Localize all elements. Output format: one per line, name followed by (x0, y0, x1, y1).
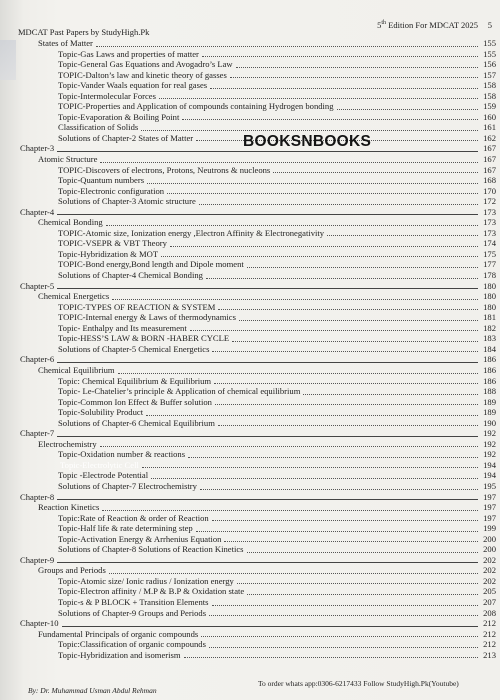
toc-leader-dots (247, 551, 478, 553)
toc-entry-title: Chemical Energetics (38, 291, 110, 302)
toc-topic-row[interactable] (0, 186, 500, 197)
toc-leader-dots (142, 466, 478, 468)
toc-entry-page: 212 (483, 639, 496, 650)
toc-entry-page: 183 (483, 333, 496, 344)
toc-entry-page: 173 (483, 206, 496, 217)
toc-entry-page: 189 (483, 407, 496, 418)
toc-entry-page: 184 (483, 343, 496, 354)
toc-entry-page: 181 (483, 312, 496, 323)
toc-leader-dots (212, 519, 478, 521)
toc-entry-page: 178 (483, 270, 496, 281)
toc-leader-dots (57, 213, 478, 215)
toc-leader-dots (230, 76, 478, 78)
toc-entry-title: Groups and Periods (38, 565, 106, 576)
toc-leader-dots (167, 192, 478, 194)
toc-entry-title: Topic:Classification of organic compounds (58, 639, 206, 650)
toc-section-row[interactable] (0, 365, 500, 376)
edition-text: Edition For MDCAT 2025 (386, 20, 478, 30)
footer-author: By: Dr. Muhammad Usman Abdul Rehman (28, 686, 157, 695)
toc-leader-dots (57, 498, 478, 500)
toc-leader-dots (206, 277, 478, 279)
toc-section-row[interactable] (0, 217, 500, 228)
toc-topic-row[interactable] (0, 259, 500, 270)
toc-topic-row[interactable] (0, 523, 500, 534)
toc-topic-row[interactable] (0, 80, 500, 91)
toc-topic-row[interactable] (0, 249, 500, 260)
toc-entry-page: 195 (483, 480, 496, 491)
toc-topic-row[interactable] (0, 376, 500, 387)
toc-leader-dots (188, 456, 478, 458)
toc-entry-title: States of Matter (38, 38, 93, 48)
toc-entry-title: Atomic Structure (38, 154, 98, 165)
toc-entry-title: Topic-Hybridization & MOT (58, 248, 159, 259)
toc-entry-title: Topic- Le-Chatelier’s principle & Application of chemical equilibrium (58, 386, 301, 397)
toc-section-row[interactable] (0, 565, 500, 576)
toc-topic-row[interactable] (0, 59, 500, 70)
toc-leader-dots (109, 572, 478, 574)
toc-topic-row[interactable] (0, 386, 500, 397)
toc-leader-dots (232, 340, 478, 342)
toc-leader-dots (247, 593, 478, 595)
toc-entry-title: TOPIC-Properties and Application of compounds containing Hydrogen bonding (58, 101, 334, 112)
toc-entry-title: Chapter-7 (20, 428, 55, 439)
toc-section-row[interactable] (0, 629, 500, 640)
toc-leader-dots (224, 540, 478, 542)
toc-topic-row[interactable] (0, 91, 500, 102)
toc-topic-row[interactable] (0, 418, 500, 429)
toc-leader-dots (118, 372, 478, 374)
toc-entry-page: 186 (483, 375, 496, 386)
toc-topic-row[interactable] (0, 449, 500, 460)
toc-entry-page: 174 (483, 238, 496, 249)
toc-entry-title: Chapter-3 (20, 143, 55, 154)
toc-leader-dots (202, 55, 478, 57)
toc-topic-row[interactable] (0, 312, 500, 323)
toc-leader-dots (239, 319, 478, 321)
toc-entry-title: TOPIC-Dalton’s law and kinetic theory of gasses (58, 69, 227, 80)
toc-topic-row[interactable] (0, 534, 500, 545)
toc-entry-title: Topic- Enthalpy and Its measurement (58, 322, 187, 333)
toc-leader-dots (218, 424, 478, 426)
toc-entry-page: 159 (483, 101, 496, 112)
toc-leader-dots (184, 656, 478, 658)
toc-topic-row[interactable] (0, 650, 500, 661)
toc-entry-page: 200 (483, 533, 496, 544)
toc-entry-title: Topic-Quantum numbers (58, 175, 145, 186)
toc-entry-title: Topic-Intermolecular Forces (58, 90, 156, 101)
toc-leader-dots (190, 329, 478, 331)
toc-entry-title: Topic-Half life & rate determining step (58, 523, 193, 534)
toc-section-row[interactable] (0, 502, 500, 513)
toc-leader-dots (214, 382, 478, 384)
toc-chapter-row[interactable] (0, 618, 500, 629)
toc-topic-row[interactable] (0, 586, 500, 597)
toc-entry-title: Solutions of Chapter-8 Solutions of Reaction Kinetics (58, 544, 244, 555)
toc-topic-row[interactable] (0, 597, 500, 608)
toc-entry-page: 158 (483, 80, 496, 91)
toc-entry-page: 197 (483, 491, 496, 502)
toc-entry-page: 192 (483, 438, 496, 449)
toc-entry-title: TOPIC-Internal energy & Laws of thermodynamics (58, 312, 236, 323)
toc-entry-page: 180 (483, 291, 496, 302)
toc-entry-page: 192 (483, 428, 496, 439)
toc-topic-row[interactable] (0, 270, 500, 281)
toc-leader-dots (201, 635, 478, 637)
toc-entry-title: Topic-Electrolytic Cell (60, 459, 139, 470)
toc-entry-title: Topic: Chemical Equilibrium & Equilibrium (58, 375, 212, 386)
toc-leader-dots (200, 488, 478, 490)
toc-topic-row[interactable] (0, 544, 500, 555)
toc-entry-title: Chapter-4 (20, 206, 55, 217)
toc-entry-page: 155 (483, 38, 496, 48)
toc-topic-row[interactable] (0, 608, 500, 619)
toc-leader-dots (96, 45, 478, 47)
toc-topic-row[interactable] (0, 333, 500, 344)
toc-leader-dots (218, 308, 478, 310)
toc-entry-page: 189 (483, 396, 496, 407)
toc-entry-title: Chapter-6 (20, 354, 55, 365)
toc-entry-page: 161 (483, 122, 496, 133)
toc-topic-row[interactable] (0, 460, 500, 471)
toc-entry-page: 208 (483, 607, 496, 618)
toc-leader-dots (209, 614, 478, 616)
toc-topic-row[interactable] (0, 302, 500, 313)
toc-topic-row[interactable] (0, 470, 500, 481)
toc-entry-title: Solutions of Chapter-9 Groups and Periods (58, 607, 207, 618)
toc-leader-dots (196, 530, 478, 532)
toc-entry-title: Reaction Kinetics (38, 502, 100, 513)
toc-entry-title: Topic-Atomic size/ Ionic radius / Ionization energy (58, 575, 234, 586)
toc-leader-dots (247, 266, 478, 268)
toc-leader-dots (161, 255, 478, 257)
toc-leader-dots (57, 361, 478, 363)
toc-entry-page: 173 (483, 227, 496, 238)
toc-entry-page: 202 (483, 554, 496, 565)
toc-leader-dots (62, 625, 478, 627)
toc-entry-title: Chapter-9 (20, 554, 55, 565)
toc-entry-page: 172 (483, 196, 496, 207)
toc-entry-page: 213 (483, 649, 496, 660)
toc-entry-title: TOPIC-TYPES OF REACTION & SYSTEM (58, 301, 216, 312)
toc-leader-dots (57, 287, 478, 289)
toc-section-row[interactable] (0, 291, 500, 302)
toc-leader-dots (199, 203, 478, 205)
edition-number: 5 (377, 20, 382, 30)
toc-entry-page: 175 (483, 248, 496, 259)
toc-entry-page: 192 (483, 449, 496, 460)
toc-entry-page: 199 (483, 523, 496, 534)
toc-leader-dots (112, 298, 478, 300)
toc-entry-page: 186 (483, 354, 496, 365)
toc-topic-row[interactable] (0, 49, 500, 60)
toc-entry-title: Chemical Equilibrium (38, 364, 115, 375)
header-title: MDCAT Past Papers by StudyHigh.Pk (18, 27, 150, 37)
toc-entry-page: 157 (483, 69, 496, 80)
toc-entry-page: 177 (483, 259, 496, 270)
toc-entry-page: 155 (483, 48, 496, 59)
toc-topic-row[interactable] (0, 397, 500, 408)
toc-leader-dots (212, 604, 478, 606)
toc-entry-title: Solutions of Chapter-3 Atomic structure (58, 196, 196, 207)
toc-entry-page: 194 (483, 470, 496, 481)
toc-leader-dots (210, 87, 478, 89)
toc-section-row[interactable] (0, 154, 500, 165)
toc-leader-dots (182, 118, 478, 120)
toc-entry-title: Topic:Rate of Reaction & order of Reaction (58, 512, 209, 523)
toc-topic-row[interactable] (0, 344, 500, 355)
toc-leader-dots (159, 97, 478, 99)
toc-entry-page: 167 (483, 154, 496, 165)
toc-entry-title: Topic-Solubility Product (58, 407, 144, 418)
toc-topic-row[interactable] (0, 238, 500, 249)
toc-entry-title: TOPIC-Discovers of electrons, Protons, Neutrons & nucleons (58, 164, 271, 175)
toc-leader-dots (337, 108, 478, 110)
toc-entry-page: 202 (483, 575, 496, 586)
toc-entry-page: 168 (483, 175, 496, 186)
toc-leader-dots (236, 66, 478, 68)
toc-entry-title: Topic-General Gas Equations and Avogadro’s Law (58, 59, 233, 70)
edition-suffix: th (381, 20, 387, 27)
toc-entry-page: 186 (483, 364, 496, 375)
toc-entry-page: 202 (483, 565, 496, 576)
toc-entry-title: TOPIC-Atomic size, Ionization energy ,Electron Affinity & Electronegativity (58, 227, 325, 238)
toc-topic-row[interactable] (0, 407, 500, 418)
toc-entry-title: TOPIC-Bond energy,Bond length and Dipole moment (58, 259, 244, 270)
toc-entry-title: Topic-s & P BLOCK + Transition Elements (58, 596, 209, 607)
toc-entry-title: Solutions of Chapter-4 Chemical Bonding (58, 270, 203, 281)
toc-entry-page: 197 (483, 512, 496, 523)
toc-entry-page: 205 (483, 586, 496, 597)
toc-topic-row[interactable] (0, 323, 500, 334)
toc-leader-dots (100, 161, 478, 163)
toc-topic-row[interactable] (0, 165, 500, 176)
toc-topic-row[interactable] (0, 122, 500, 133)
toc-entry-title: Chapter-10 (20, 618, 59, 629)
toc-entry-title: Fundamental Principals of organic compounds (38, 628, 199, 639)
toc-entry-title: Solutions of Chapter-2 States of Matter (58, 132, 194, 143)
toc-leader-dots (215, 403, 478, 405)
toc-entry-title: Chemical Bonding (38, 217, 103, 228)
toc-entry-title: Solutions of Chapter-6 Chemical Equilibrium (58, 417, 215, 428)
toc-section-row[interactable] (0, 38, 500, 49)
toc-entry-title: Topic -Electrode Potential (58, 470, 149, 481)
toc-topic-row[interactable] (0, 576, 500, 587)
toc-entry-title: Electrochemistry (38, 438, 97, 449)
toc-entry-page: 197 (483, 502, 496, 513)
toc-entry-page: 180 (483, 301, 496, 312)
toc-entry-page: 160 (483, 111, 496, 122)
toc-leader-dots (106, 224, 478, 226)
toc-entry-page: 158 (483, 90, 496, 101)
toc-topic-row[interactable] (0, 513, 500, 524)
toc-topic-row[interactable] (0, 196, 500, 207)
toc-entry-page: 212 (483, 628, 496, 639)
toc-entry-page: 170 (483, 185, 496, 196)
toc-entry-title: TOPIC-VSEPR & VBT Theory (58, 238, 167, 249)
toc-entry-page: 156 (483, 59, 496, 70)
toc-entry-title: Topic-Electron affinity / M.P & B.P & Oxidation state (58, 586, 245, 597)
toc-leader-dots (100, 445, 478, 447)
toc-entry-page: 162 (483, 132, 496, 143)
watermark-text: BOOKSNBOOKS (243, 133, 372, 150)
toc-entry-title: Topic-Evaporation & Boiling Point (58, 111, 180, 122)
toc-chapter-row[interactable] (0, 354, 500, 365)
toc-leader-dots (327, 234, 478, 236)
toc-entry-page: 180 (483, 280, 496, 291)
toc-leader-dots (273, 171, 478, 173)
toc-entry-page: 167 (483, 143, 496, 154)
toc-entry-page: 207 (483, 596, 496, 607)
toc-leader-dots (141, 129, 478, 131)
toc-topic-row[interactable] (0, 101, 500, 112)
toc-leader-dots (57, 561, 478, 563)
toc-chapter-row[interactable] (0, 281, 500, 292)
toc-entry-title: Topic-Electronic configuration (58, 185, 165, 196)
toc-leader-dots (237, 582, 478, 584)
toc-entry-page: 167 (483, 164, 496, 175)
toc-entry-title: Topic-Common Ion Effect & Buffer solution (58, 396, 212, 407)
toc-section-row[interactable] (0, 439, 500, 450)
toc-entry-page: 194 (483, 459, 496, 470)
footer-contact: To order whats app:0306-6217433 Follow StudyHigh.Pk(Youtube) (258, 679, 459, 688)
toc-leader-dots (57, 435, 478, 437)
page-number: 5 (487, 20, 492, 30)
table-of-contents (0, 38, 500, 660)
toc-topic-row[interactable] (0, 481, 500, 492)
toc-leader-dots (151, 477, 478, 479)
toc-topic-row[interactable] (0, 112, 500, 123)
toc-leader-dots (147, 182, 478, 184)
toc-entry-page: 212 (483, 618, 496, 629)
toc-entry-title: Solutions of Chapter-7 Electrochemistry (58, 480, 197, 491)
toc-leader-dots (170, 245, 478, 247)
toc-chapter-row[interactable] (0, 492, 500, 503)
toc-entry-title: Topic-Gas Laws and properties of matter (58, 48, 199, 59)
header-edition (377, 20, 478, 30)
toc-entry-title: Topic-Activation Energy & Arrhenius Equation (58, 533, 222, 544)
toc-leader-dots (212, 350, 478, 352)
toc-leader-dots (303, 393, 478, 395)
toc-topic-row[interactable] (0, 175, 500, 186)
toc-entry-title: Chapter-5 (20, 280, 55, 291)
toc-entry-title: Chapter-8 (20, 491, 55, 502)
toc-entry-title: Topic-HESS’S LAW & BORN -HABER CYCLE (58, 333, 230, 344)
toc-entry-title: Solutions of Chapter-5 Chemical Energetics (58, 343, 210, 354)
toc-leader-dots (102, 509, 478, 511)
toc-topic-row[interactable] (0, 70, 500, 81)
toc-topic-row[interactable] (0, 639, 500, 650)
toc-entry-title: Classification of Solids (58, 122, 139, 133)
toc-entry-title: Topic-Vander Waals equation for real gases (58, 80, 208, 91)
toc-entry-page: 200 (483, 544, 496, 555)
toc-chapter-row[interactable] (0, 207, 500, 218)
toc-topic-row[interactable] (0, 228, 500, 239)
toc-entry-page: 173 (483, 217, 496, 228)
toc-entry-title: Topic-Oxidation number & reactions (58, 449, 186, 460)
toc-leader-dots (146, 414, 478, 416)
toc-chapter-row[interactable] (0, 555, 500, 566)
toc-entry-page: 188 (483, 386, 496, 397)
toc-entry-page: 182 (483, 322, 496, 333)
toc-entry-page: 190 (483, 417, 496, 428)
toc-chapter-row[interactable] (0, 428, 500, 439)
toc-leader-dots (209, 646, 478, 648)
toc-entry-title: Topic-Hybridization and isomerism (58, 649, 181, 660)
